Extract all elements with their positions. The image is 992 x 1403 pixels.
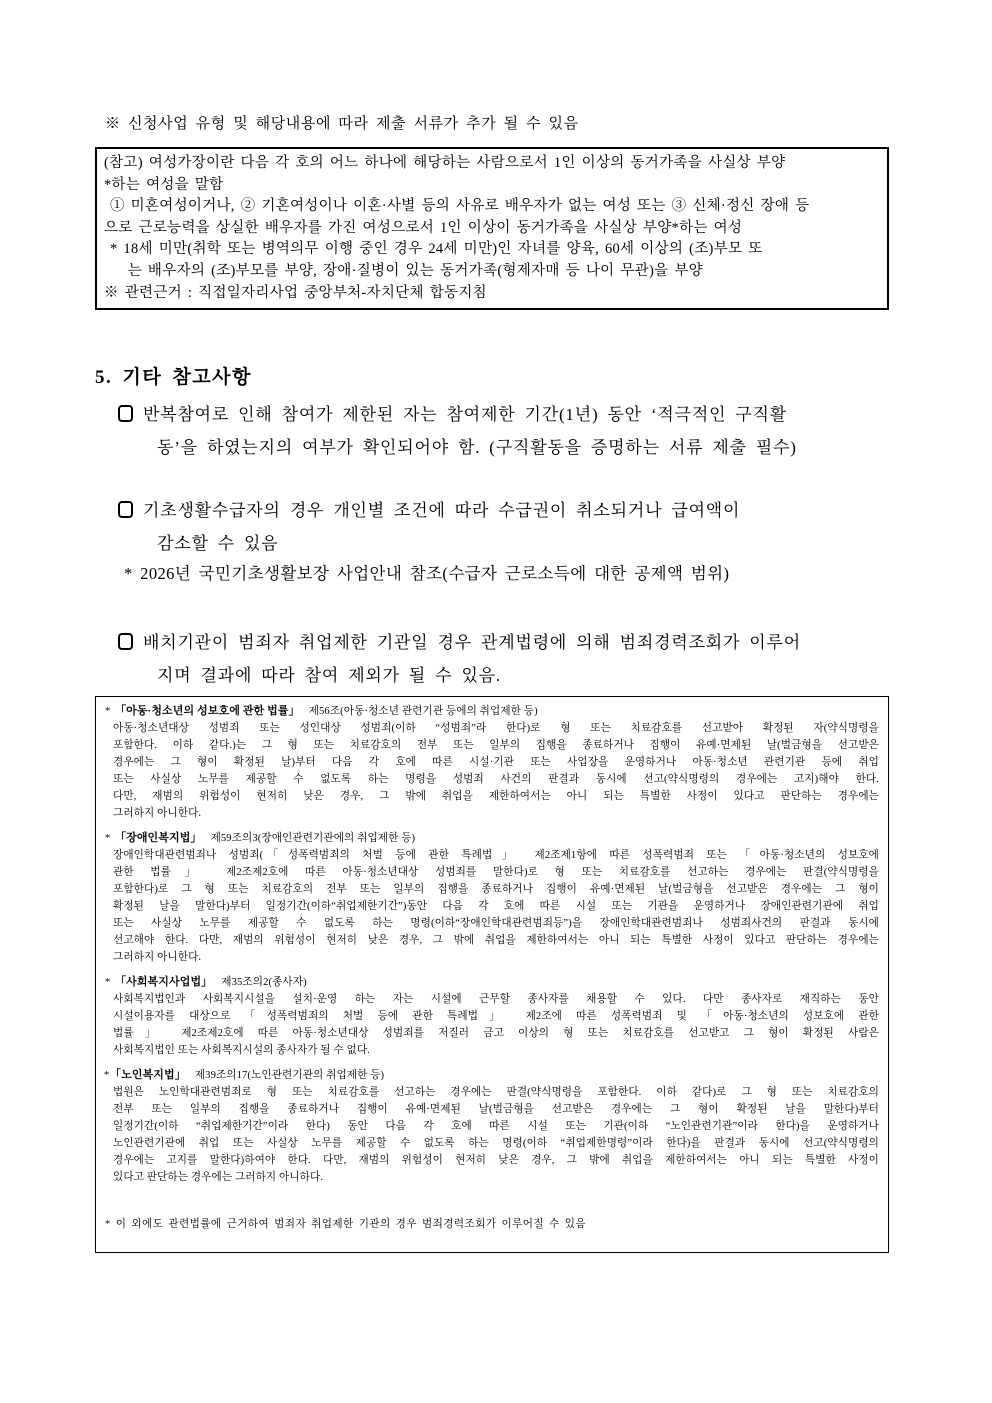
legal-section-body <box>113 847 879 966</box>
text-line: 전부 또는 일부의 집행을 종료하거나 집행이 유예·면제된 날(벌금형을 선고받은 경우에는 그 형이 확정된 날을 말한다)부터 <box>113 1104 879 1115</box>
notice-item-criminal-record-check <box>118 626 918 692</box>
law-title: 「아동·청소년의 성보호에 관한 법률」 <box>115 705 300 717</box>
text-line: 지며 결과에 따라 참여 제외가 될 수 있음. <box>157 666 501 685</box>
text-line: 사회복지법인과 사회복지시설을 설치·운영 하는 자는 시설에 근무할 종사자를 채용할 수 있다. 다만 종사자로 재직하는 동안 <box>113 994 879 1005</box>
text-line: *하는 여성을 말함 <box>104 176 224 193</box>
text-line: 경우에는 고지를 말한다)하여야 한다. 다만, 재범의 위험성이 현저히 낮은 경우, 그 밖에 취업을 제한하여서는 아니 되는 특별한 사정이 <box>113 1155 879 1166</box>
female-head-of-household-reference-box <box>95 147 889 310</box>
checkbox-icon <box>118 405 133 422</box>
legal-section-heading <box>102 703 879 720</box>
text-line: 감소할 수 있음 <box>157 534 279 553</box>
text-line: 그러하지 아니한다. <box>113 952 202 963</box>
text-line: 는 배우자의 (조)부모를 부양, 장애·질병이 있는 동거가족(형제자매 등 나이 무관)을 부양 <box>104 262 703 279</box>
notice-item-text <box>143 398 918 464</box>
legal-section-body <box>113 720 879 822</box>
text-line: 또는 사실상 노무를 제공할 수 없도록 하는 명령(이하“장애인학대관련범죄등”)을 장애인학대관련범죄나 성범죄사건의 판결과 동시에 <box>113 918 879 929</box>
text-line: 으로 근로능력을 상실한 배우자를 가진 여성으로서 1인 이상이 동거가족을 사실상 부양*하는 여성 <box>104 219 743 236</box>
law-title: 「장애인복지법」 <box>115 832 202 844</box>
checkbox-icon <box>118 633 133 650</box>
text-line: ① 미혼여성이거나, ② 기혼여성이나 이혼·사별 등의 사유로 배우자가 없는 여성 또는 ③ 신체·정신 장애 등 <box>104 198 810 215</box>
text-line: 법률」 제2조제2호에 따른 아동·청소년대상 성범죄를 저질러 금고 이상의 형 또는 치료감호를 선고받고 그 형이 확정된 사람은 <box>113 1028 879 1039</box>
text-line: 포함한다. 이하 같다.)는 그 형 또는 치료감호의 전부 또는 일부의 집행을 종료하거나 집행이 유예·면제된 날(벌금형을 선고받은 <box>113 740 879 751</box>
asterisk-marker: * <box>105 833 111 844</box>
checkbox-icon <box>118 501 133 518</box>
legal-section-heading <box>102 1067 879 1084</box>
text-line: 기초생활수급자의 경우 개인별 조건에 따라 수급권이 취소되거나 급여액이 <box>143 501 741 520</box>
article-title: 제35조의2(종사자) <box>221 977 307 988</box>
text-line: 장애인학대관련범죄나 성범죄(「성폭력범죄의 처벌 등에 관한 특례법」 제2조제1항에 따른 성폭력범죄 또는 「아동·청소년의 성보호에 <box>113 850 879 861</box>
text-line: 선고해야 한다. 다만, 재범의 위험성이 현저히 낮은 경우, 그 밖에 취업을 제한하여서는 아니 되는 특별한 사정이 있다고 판단하는 경우에는 <box>113 935 879 946</box>
text-line: 노인관련기관에 취업 또는 사실상 노무를 제공할 수 없도록 하는 명령(이하 “취업제한명령”이라 한다)을 판결과 동시에 선고(약식명령의 <box>113 1138 879 1149</box>
text-line: 일정기간(이하 “취업제한기간”이라 한다) 동안 다음 각 호에 따른 시설 또는 기관(이하 “노인관련기관”이라 한다)을 운영하거나 <box>113 1121 879 1132</box>
legal-section-disabled-welfare-act <box>102 830 879 966</box>
law-title: 「사회복지사업법」 <box>115 976 213 988</box>
text-line: 경우에는 그 형이 확정된 날)부터 다음 각 호에 따른 시설·기관 또는 사업장을 운영하거나 아동·청소년 관련기관 등에 취업 <box>113 757 879 768</box>
notice-item-text <box>143 626 918 692</box>
text-line: 법원은 노인학대관련범죄로 형 또는 치료감호를 선고하는 경우에는 판결(약식명령을 포함한다. 이하 같다)로 그 형 또는 치료감호의 <box>113 1087 879 1098</box>
text-line: 반복참여로 인해 참여가 제한된 자는 참여제한 기간(1년) 동안 ‘적극적인 구직활 <box>143 405 788 424</box>
text-line: (참고) 여성가장이란 다음 각 호의 어느 하나에 해당하는 사람으로서 1인 이상의 동거가족을 사실상 부양 <box>104 155 786 171</box>
article-title: 제56조(아동·청소년 관련기관 등에의 취업제한 등) <box>308 706 538 717</box>
submission-documents-note: ※ 신청사업 유형 및 해당내용에 따라 제출 서류가 추가 될 수 있음 <box>105 116 579 132</box>
text-line: 포함한다)로 그 형 또는 치료감호의 전부 또는 일부의 집행을 종료하거나 집행이 유예·면제된 날(벌금형을 선고받은 경우에는 그 형이 <box>113 884 879 895</box>
section-5-heading: 5. 기타 참고사항 <box>95 367 252 388</box>
article-title: 제39조의17(노인관련기관의 취업제한 등) <box>194 1070 385 1081</box>
legal-box-footnote: * 이 외에도 관련법률에 근거하여 범죄자 취업제한 기관의 경우 범죄경력조회가 이루어질 수 있음 <box>105 1219 586 1230</box>
text-line: 또는 사실상 노무를 제공할 수 없도록 하는 명령을 성범죄 사건의 판결과 동시에 선고(약식명령의 경우에는 고지)해야 한다. <box>113 774 879 785</box>
notice-item-basic-livelihood <box>118 494 918 560</box>
employment-restriction-laws-box <box>95 696 889 1253</box>
legal-section-body <box>113 1084 879 1186</box>
asterisk-marker: * <box>105 706 111 717</box>
basic-livelihood-reference-note: * 2026년 국민기초생활보장 사업안내 참조(수급자 근로소득에 대한 공제액 범위) <box>124 564 730 583</box>
text-line: 관한 법률」 제2조제2호에 따른 아동·청소년대상 성범죄를 말한다)로 형 또는 치료감호를 선고하는 경우에는 판결(약식명령을 <box>113 867 879 878</box>
legal-section-senior-welfare-act <box>102 1067 879 1186</box>
text-line: 그러하지 아니한다. <box>113 808 202 819</box>
article-title: 제59조의3(장애인관련기관에의 취업제한 등) <box>210 833 416 844</box>
text-line: 확정된 날을 말한다)부터 일정기간(이하“취업제한기간”)동안 다음 각 호에 따른 시설 또는 기관을 운영하거나 장애인관련기관에 취업 <box>113 901 880 912</box>
text-line: 동’을 하였는지의 여부가 확인되어야 함. (구직활동을 증명하는 서류 제출 필수) <box>157 438 797 457</box>
legal-section-heading <box>102 974 879 991</box>
law-title: 「노인복지법」 <box>110 1069 186 1081</box>
text-line: 다만, 재범의 위험성이 현저히 낮은 경우, 그 밖에 취업을 제한하여서는 아니 되는 특별한 사정이 있다고 판단하는 경우에는 <box>113 791 879 802</box>
text-line: 있다고 판단하는 경우에는 그러하지 아니하다. <box>113 1172 324 1183</box>
notice-item-text <box>143 494 918 560</box>
text-line: 아동·청소년대상 성범죄 또는 성인대상 성범죄(이하 “성범죄”라 한다)로 형 또는 치료감호를 선고받아 확정된 자(약식명령을 <box>113 723 879 734</box>
text-line: 시설이용자를 대상으로 「성폭력범죄의 처벌 등에 관한 특례법」 제2조에 따른 성폭력범죄 및 「아동·청소년의 성보호에 관한 <box>113 1011 879 1022</box>
text-line: 배치기관이 범죄자 취업제한 기관일 경우 관계법령에 의해 범죄경력조회가 이루어 <box>143 633 801 652</box>
text-line: ※ 관련근거 : 직접일자리사업 중앙부처-자치단체 합동지침 <box>104 284 487 301</box>
asterisk-marker: * <box>104 1070 110 1081</box>
legal-section-social-welfare-services-act <box>102 974 879 1059</box>
asterisk-marker: * <box>105 977 111 988</box>
text-line: 사회복지법인 또는 사회복지시설의 종사자가 될 수 없다. <box>113 1045 370 1056</box>
text-line: * 18세 미만(취학 또는 병역의무 이행 중인 경우 24세 미만)인 자녀를 양육, 60세 이상의 (조)부모 또 <box>104 241 763 258</box>
legal-section-body <box>113 991 879 1059</box>
legal-section-child-youth-protection-act <box>102 703 879 822</box>
notice-item-repeat-participation <box>118 398 918 464</box>
legal-section-heading <box>102 830 879 847</box>
